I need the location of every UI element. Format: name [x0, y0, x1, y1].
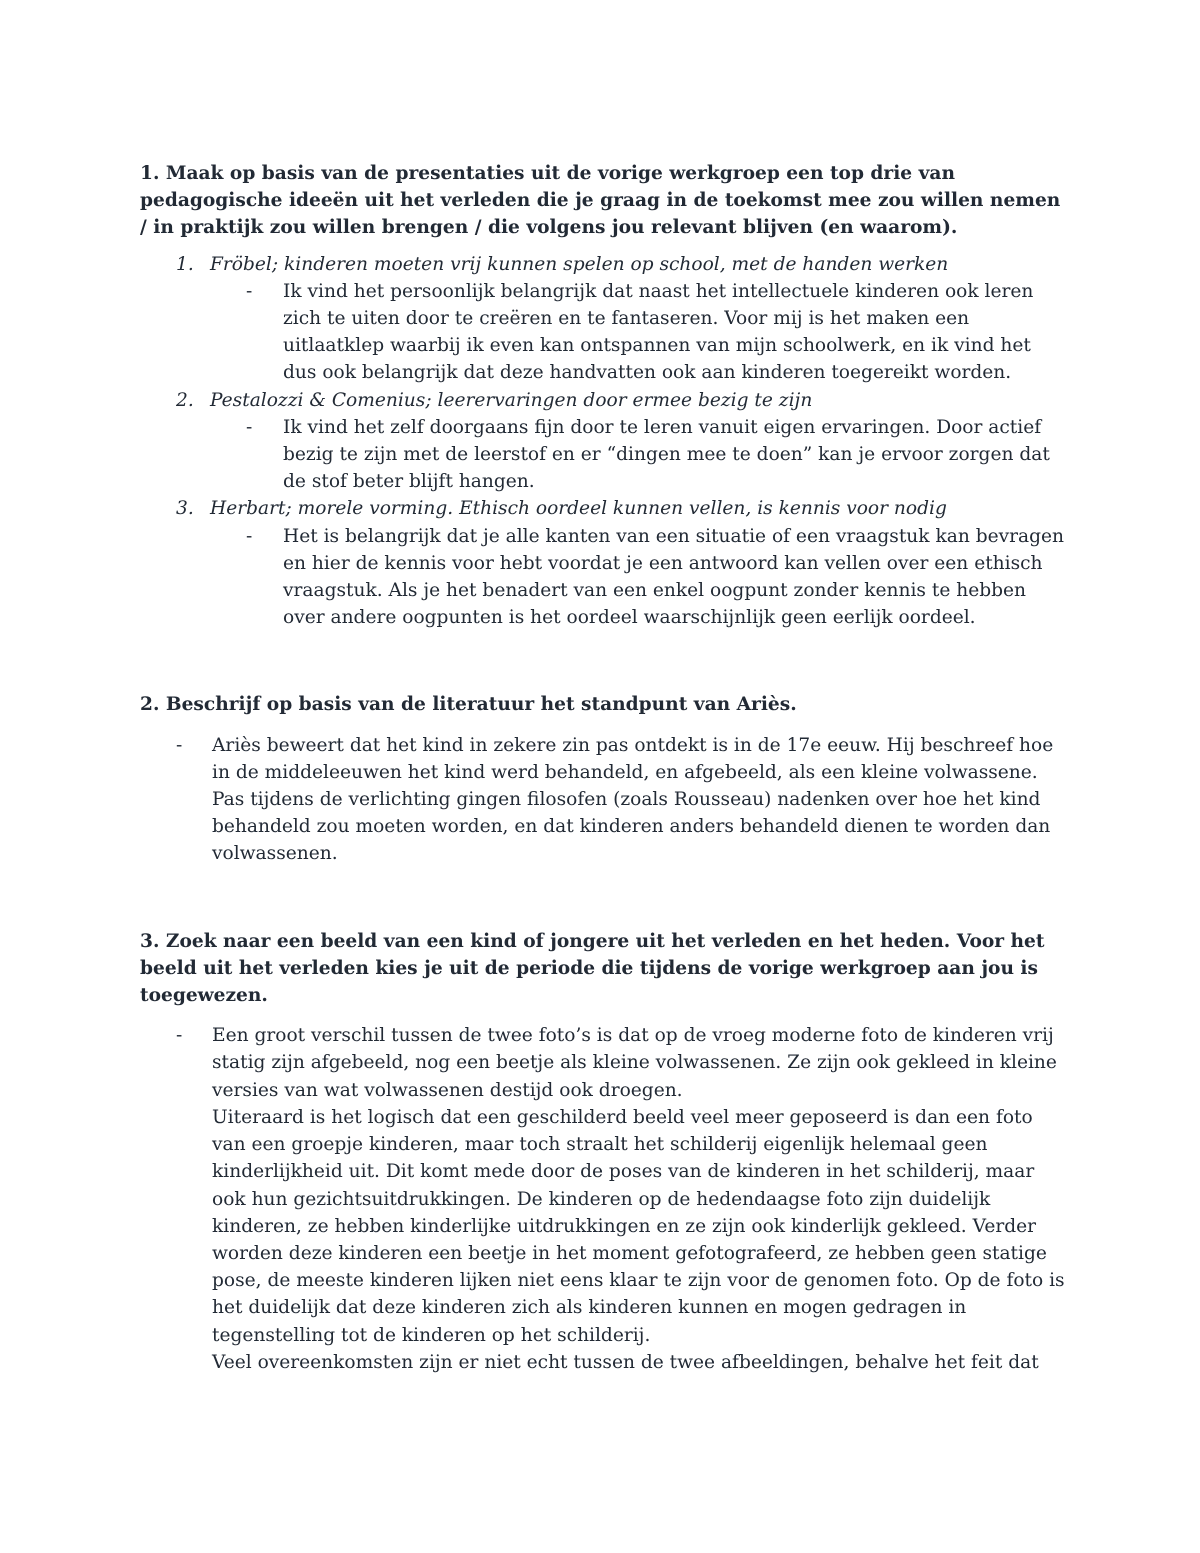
bullet-dash: -: [246, 280, 253, 302]
idea-explanation-text: Het is belangrijk dat je alle kanten van een situatie of een vraagstuk kan bevragen en hier de kennis voor hebt voordat je een antwoord kan vellen over een ethisch vraagstuk. Als je het benadert van een enkel oogpunt zonder kennis te hebben over andere oogpunten is het oordeel waarschijnlijk geen eerlijk oordeel.: [283, 525, 1064, 629]
answer-3-paragraph: Veel overeenkomsten zijn er niet echt tussen de twee afbeeldingen, behalve het feit dat: [212, 1351, 1039, 1373]
bullet-dash: -: [176, 734, 183, 756]
question-3: 3. Zoek naar een beeld van een kind of jongere uit het verleden en het heden. Voor het beeld uit het verleden kies je uit de periode die tijdens de vorige werkgroep aan jou is toegewezen.: [140, 930, 1045, 1007]
idea-number: 2.: [176, 389, 194, 411]
bullet-dash: -: [176, 1025, 183, 1047]
document-page: [140, 160, 1070, 1376]
answer-3: [140, 1022, 1070, 1376]
idea-item: [140, 495, 1070, 631]
answer-3-paragraph: Een groot verschil tussen de twee foto’s is dat op de vroeg moderne foto de kinderen vrij statig zijn afgebeeld, nog een beetje als kleine volwassenen. Ze zijn ook gekleed in kleine versies van wat volwassenen destijd ook droegen.: [212, 1025, 1057, 1101]
answer-2-text: Ariès beweert dat het kind in zekere zin pas ontdekt is in de 17e eeuw. Hij beschreef hoe in de middeleeuwen het kind werd behandeld, en afgebeeld, als een kleine volwassene. Pas tijdens de verlichting gingen filosofen (zoals Rousseau) nadenken over hoe het kind behandeld zou moeten worden, en dat kinderen anders behandeld dienen te worden dan volwassenen.: [212, 734, 1054, 865]
idea-number: 3.: [176, 498, 194, 520]
answer-2: [140, 732, 1070, 868]
ideas-list: [140, 251, 1070, 632]
idea-explanation: [210, 523, 1070, 632]
idea-title: Herbart; morele vorming. Ethisch oordeel kunnen vellen, is kennis voor nodig: [210, 498, 947, 520]
idea-title: Fröbel; kinderen moeten vrij kunnen spelen op school, met de handen werken: [210, 253, 949, 275]
idea-number: 1.: [176, 253, 194, 275]
idea-explanation-text: Ik vind het persoonlijk belangrijk dat naast het intellectuele kinderen ook leren zich te uiten door te creëren en te fantaseren. Voor mij is het maken een uitlaatklep waarbij ik even kan ontspannen van mijn schoolwerk, en ik vind het dus ook belangrijk dat deze handvatten ook aan kinderen toegereikt worden.: [283, 280, 1034, 384]
bullet-dash: -: [246, 416, 253, 438]
idea-item: [140, 251, 1070, 387]
question-2: 2. Beschrijf op basis van de literatuur het standpunt van Ariès.: [140, 694, 797, 716]
bullet-dash: -: [246, 525, 253, 547]
answer-3-paragraph: Uiteraard is het logisch dat een geschilderd beeld veel meer geposeerd is dan een foto van een groepje kinderen, maar toch straalt het schilderij eigenlijk helemaal geen kinderlijkheid uit. Dit komt mede door de poses van de kinderen in het schilderij, maar ook hun gezichtsuitdrukkingen. De kinderen op de hedendaagse foto zijn duidelijk kinderen, ze hebben kinderlijke uitdrukkingen en ze zijn ook kinderlijk gekleed. Verder worden deze kinderen een beetje in het moment gefotografeerd, ze hebben geen statige pose, de meeste kinderen lijken niet eens klaar te zijn voor de genomen foto. Op de foto is het duidelijk dat deze kinderen zich als kinderen kunnen en mogen gedragen in tegenstelling tot de kinderen op het schilderij.: [212, 1106, 1065, 1346]
question-1: 1. Maak op basis van de presentaties uit de vorige werkgroep een top drie van pedagogische ideeën uit het verleden die je graag in de toekomst mee zou willen nemen / in praktijk zou willen brengen / die volgens jou relevant blijven (en waarom).: [140, 163, 1061, 239]
idea-explanation: [210, 278, 1070, 387]
idea-title: Pestalozzi & Comenius; leerervaringen door ermee bezig te zijn: [210, 389, 813, 411]
idea-item: [140, 387, 1070, 496]
idea-explanation-text: Ik vind het zelf doorgaans fijn door te leren vanuit eigen ervaringen. Door actief bezig te zijn met de leerstof en er “dingen mee te doen” kan je ervoor zorgen dat de stof beter blijft hangen.: [283, 416, 1050, 493]
idea-explanation: [210, 414, 1070, 496]
